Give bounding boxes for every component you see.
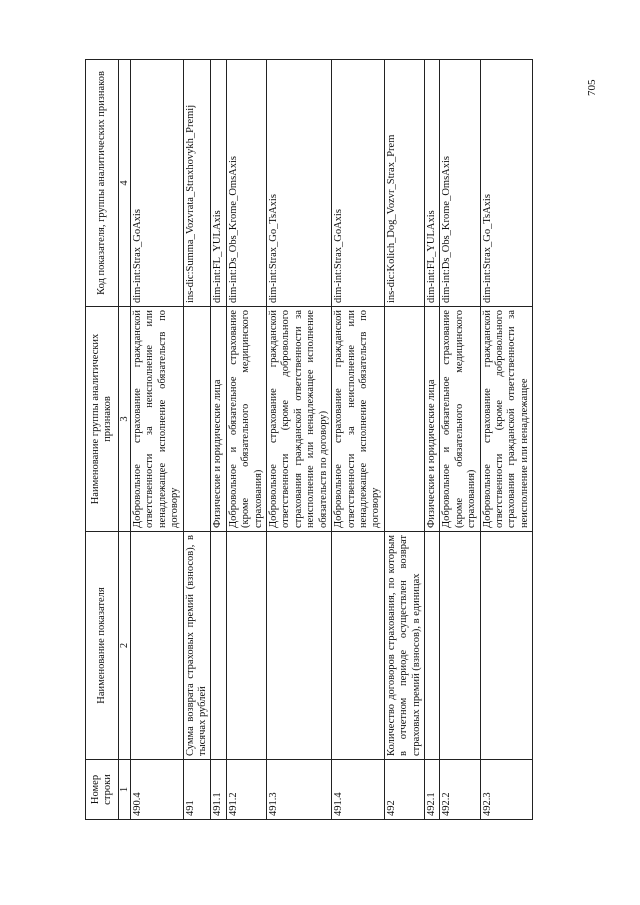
header-row-number: Номер строки bbox=[86, 760, 119, 820]
indicator-name bbox=[332, 532, 385, 760]
indicator-name: Количество договоров страхования, по которым в отчетном периоде осуществлен возврат страховых премий (взносов), в единицах bbox=[384, 532, 424, 760]
row-number: 490.4 bbox=[131, 760, 184, 820]
indicator-name bbox=[211, 532, 226, 760]
header-group-name: Наименование группы аналитических признаков bbox=[86, 307, 119, 532]
column-number: 1 bbox=[119, 760, 131, 820]
indicator-name bbox=[480, 532, 533, 760]
indicator-code: ins-dic:Kolich_Dog_Vozvr_Strax_Prem bbox=[384, 60, 424, 307]
table-row bbox=[131, 60, 184, 820]
table-row bbox=[384, 60, 424, 820]
group-name: Добровольное страхование гражданской ответственности за неисполнение или ненадлежащее исполнение обязательств по договору bbox=[131, 307, 184, 532]
header-indicator-name: Наименование показателя bbox=[86, 532, 119, 760]
indicator-table bbox=[85, 59, 533, 820]
row-number: 492.1 bbox=[424, 760, 439, 820]
row-number: 491.4 bbox=[332, 760, 385, 820]
table-header-row bbox=[86, 60, 119, 820]
indicator-code: dim-int:Strax_Go_TsAxis bbox=[267, 60, 332, 307]
indicator-code: dim-int:Strax_Go_TsAxis bbox=[480, 60, 533, 307]
table-row bbox=[424, 60, 439, 820]
column-number: 4 bbox=[119, 60, 131, 307]
table-row bbox=[332, 60, 385, 820]
table-row bbox=[480, 60, 533, 820]
row-number: 492.2 bbox=[440, 760, 480, 820]
indicator-name bbox=[131, 532, 184, 760]
group-name: Добровольное и обязательное страхование (кроме обязательного медицинского страхования) bbox=[440, 307, 480, 532]
row-number: 491.1 bbox=[211, 760, 226, 820]
column-number: 3 bbox=[119, 307, 131, 532]
group-name: Добровольное страхование гражданской ответственности (кроме добровольного страхования гражданской ответственности за неисполнение или ненадлежащее bbox=[480, 307, 533, 532]
table-row bbox=[226, 60, 266, 820]
indicator-code: ins-dic:Summa_Vozvrata_Straxhovykh_Premij bbox=[183, 60, 211, 307]
table-row bbox=[211, 60, 226, 820]
group-name bbox=[183, 307, 211, 532]
group-name: Добровольное и обязательное страхование (кроме обязательного медицинского страхования) bbox=[226, 307, 266, 532]
indicator-code: dim-int:Strax_GoAxis bbox=[332, 60, 385, 307]
indicator-name bbox=[226, 532, 266, 760]
indicator-code: dim-int:Ds_Obs_Krome_OmsAxis bbox=[440, 60, 480, 307]
row-number: 491 bbox=[183, 760, 211, 820]
table-row bbox=[267, 60, 332, 820]
column-number: 2 bbox=[119, 532, 131, 760]
indicator-code: dim-int:Ds_Obs_Krome_OmsAxis bbox=[226, 60, 266, 307]
indicator-code: dim-int:Strax_GoAxis bbox=[131, 60, 184, 307]
group-name: Добровольное страхование гражданской ответственности за неисполнение или ненадлежащее исполнение обязательств по договору bbox=[332, 307, 385, 532]
indicator-code: dim-int:FL_YULAxis bbox=[424, 60, 439, 307]
indicator-name bbox=[267, 532, 332, 760]
indicator-name: Сумма возврата страховых премий (взносов), в тысячах рублей bbox=[183, 532, 211, 760]
rotated-page-content bbox=[85, 60, 590, 820]
header-code: Код показателя, группы аналитических признаков bbox=[86, 60, 119, 307]
row-number: 492.3 bbox=[480, 760, 533, 820]
table-row bbox=[183, 60, 211, 820]
table-row bbox=[440, 60, 480, 820]
row-number: 492 bbox=[384, 760, 424, 820]
row-number: 491.3 bbox=[267, 760, 332, 820]
column-number-row bbox=[119, 60, 131, 820]
page-number: 705 bbox=[586, 79, 598, 96]
group-name: Добровольное страхование гражданской ответственности (кроме добровольного страхования гражданской ответственности за неисполнение или ненадлежащее исполнение обязательств по договору) bbox=[267, 307, 332, 532]
indicator-name bbox=[424, 532, 439, 760]
indicator-name bbox=[440, 532, 480, 760]
group-name: Физические и юридические лица bbox=[424, 307, 439, 532]
indicator-code: dim-int:FL_YULAxis bbox=[211, 60, 226, 307]
group-name: Физические и юридические лица bbox=[211, 307, 226, 532]
group-name bbox=[384, 307, 424, 532]
row-number: 491.2 bbox=[226, 760, 266, 820]
